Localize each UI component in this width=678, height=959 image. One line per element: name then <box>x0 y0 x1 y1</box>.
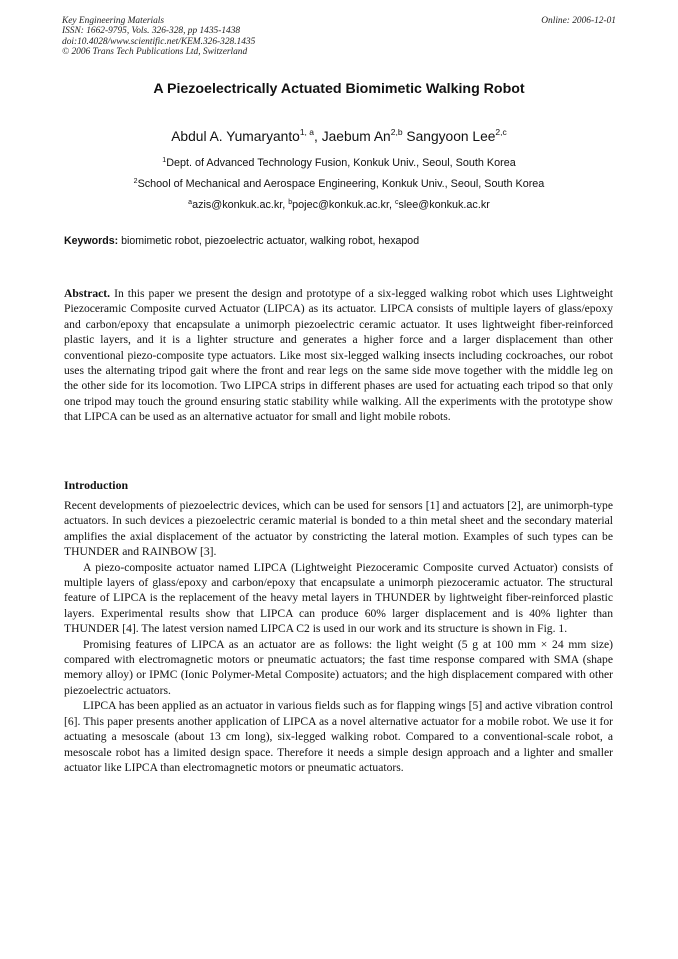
copyright-line: © 2006 Trans Tech Publications Ltd, Switzerland <box>62 47 248 58</box>
author-sup: 2,b <box>390 127 403 137</box>
doi-line[interactable]: doi:10.4028/www.scientific.net/KEM.326-328.1435 <box>62 36 256 47</box>
keywords-text: biomimetic robot, piezoelectric actuator, walking robot, hexapod <box>121 235 420 247</box>
author-name: Sangyoon Lee <box>406 129 496 144</box>
journal-header <box>62 16 255 58</box>
intro-paragraph: LIPCA has been applied as an actuator in various fields such as for flapping wings [5] and active vibration control [6]. This paper presents another application of LIPCA as a novel alternative actuator for a mobile robot. We use it for actuating a mesoscale (about 13 cm long), six-legged walking robot. Compared to a conventional-scale robot, a mesoscale robot has a limited design space. Therefore it needs a simple design approach and a lighter and smaller actuator like LIPCA than electromagnetic motors or pneumatic actuators. <box>64 699 613 774</box>
paper-title: A Piezoelectrically Actuated Biomimetic Walking Robot <box>153 81 525 97</box>
author-sup: 1, a <box>299 127 315 137</box>
abstract-text: In this paper we present the design and prototype of a six-legged walking robot which uses Lightweight Piezoceramic Composite curved Actuator (LIPCA) as its actuator. LIPCA consists of multiple layers of glass/epoxy and carbon/epoxy that encapsulate a unimorph piezoelectric ceramic actuator. It uses lightweight fiber-reinforced plastic layers, and it is a lighter structure and generates a higher force and a larger displacement than other conventional piezo-composite type actuators. Like most six-legged walking insects including cockroaches, our robot uses the alternating tripod gait where the front and rear legs on the same side move together with the middle leg on the other side for its locomotion. Two LIPCA strips in different phases are used for actuating each tripod so that only one tripod may touch the ground ensuring static stability while walking. All the experiments with the prototype show that LIPCA can be used as an alternative actuator for small and light mobile robots. <box>64 287 614 424</box>
email-sup: a <box>188 199 193 206</box>
author-separator: , <box>314 129 318 144</box>
author-sup: 2,c <box>495 127 507 137</box>
abstract-paragraph <box>64 286 613 425</box>
affiliation-text: School of Mechanical and Aerospace Engineering, Konkuk Univ., Seoul, South Korea <box>137 178 545 190</box>
affiliation-2 <box>0 178 678 190</box>
affiliation-sup: 1 <box>162 157 167 164</box>
author-name: Abdul A. Yumaryanto <box>171 129 300 144</box>
email-text[interactable]: azis@konkuk.ac.kr, <box>192 199 289 211</box>
section-heading-introduction: Introduction <box>64 478 129 492</box>
journal-name: Key Engineering Materials <box>62 16 165 26</box>
email-text[interactable]: pojec@konkuk.ac.kr, <box>292 199 395 211</box>
keywords-label: Keywords: <box>64 235 119 247</box>
abstract-label: Abstract. <box>64 287 111 300</box>
email-sup: c <box>394 199 399 206</box>
online-date: Online: 2006-12-01 <box>541 16 616 26</box>
intro-paragraph: Promising features of LIPCA as an actuator are as follows: the light weight (5 g at 100 mm × 24 mm size) compared with electromagnetic motors or pneumatic actuators; the fast time response compared with SMA (shape memory alloy) or IPMC (Ionic Polymer-Metal Composite) actuators; and the high displacement compared with other piezoelectric actuators. <box>64 637 613 697</box>
author-name: Jaebum An <box>321 129 391 144</box>
email-text[interactable]: slee@konkuk.ac.kr <box>398 199 490 211</box>
author-list <box>0 129 678 144</box>
email-sup: b <box>288 199 293 206</box>
email-line <box>0 199 678 211</box>
affiliation-text: Dept. of Advanced Technology Fusion, Konkuk Univ., Seoul, South Korea <box>166 157 516 169</box>
affiliation-1 <box>0 157 678 169</box>
intro-paragraph: A piezo-composite actuator named LIPCA (Lightweight Piezoceramic Composite curved Actuator) consists of multiple layers of glass/epoxy and carbon/epoxy that encapsulate a unimorph piezoceramic actuator. The structural feature of LIPCA is the replacement of the heavy metal layers in THUNDER by lightweight fiber-reinforced plastic layers. Experimental results show that LIPCA can produce 60% larger displacement and is 40% lighter than THUNDER [4]. The latest version named LIPCA C2 is used in our work and its structure is shown in Fig. 1. <box>64 560 613 636</box>
intro-paragraph: Recent developments of piezoelectric devices, which can be used for sensors [1] and actuators [2], are unimorph-type actuators. In such devices a piezoelectric ceramic material is bonded to a thin metal sheet and the secondary material amplifies the axial displacement of the actuator by constricting the lateral motion. Examples of such types can be THUNDER and RAINBOW [3]. <box>64 499 613 559</box>
affiliation-sup: 2 <box>133 178 138 185</box>
issn-line: ISSN: 1662-9795, Vols. 326-328, pp 1435-1438 <box>62 26 241 37</box>
keywords-line <box>64 235 624 247</box>
introduction-body <box>64 498 613 775</box>
